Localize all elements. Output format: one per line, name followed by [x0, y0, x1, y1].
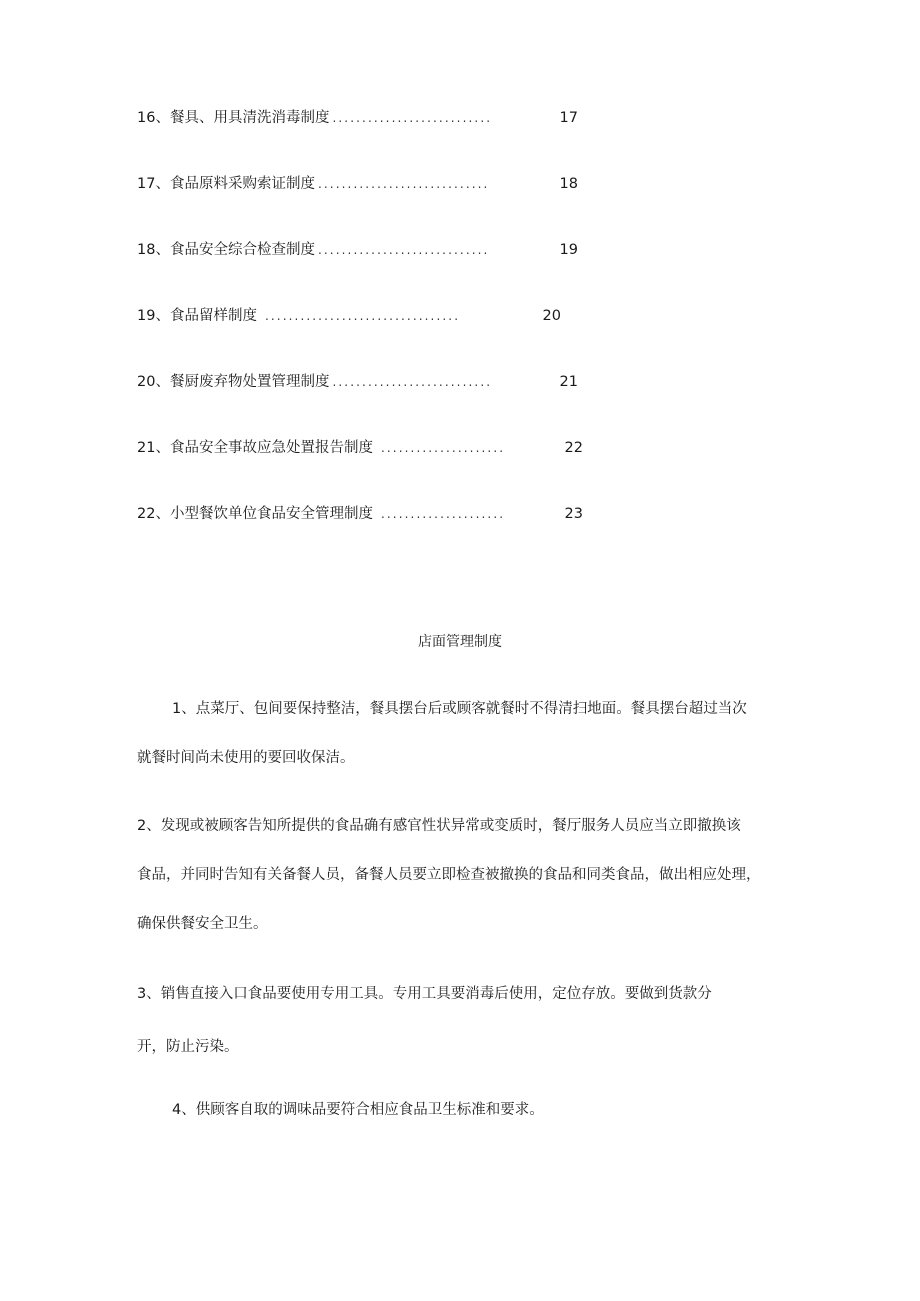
- toc-entry-label: 18、食品安全综合检查制度: [137, 242, 315, 258]
- toc-entry-page: 20: [542, 308, 561, 324]
- toc-entry-label: 19、食品留样制度: [137, 308, 257, 324]
- toc-entry-page: 23: [564, 506, 583, 522]
- paragraph-4-line-1: 4、供顾客自取的调味品要符合相应食品卫生标准和要求。: [172, 1102, 544, 1118]
- paragraph-3-line-2: 开，防止污染。: [137, 1039, 239, 1055]
- toc-entry[interactable]: [137, 436, 583, 460]
- toc-entry[interactable]: [137, 502, 583, 526]
- toc-entry-label: 17、食品原料采购索证制度: [137, 176, 315, 192]
- toc-entry-leader: .................................: [264, 309, 461, 323]
- toc-entry-page: 22: [564, 440, 583, 456]
- section-title: 店面管理制度: [418, 634, 502, 650]
- toc-entry-page: 18: [559, 176, 578, 192]
- toc-entry-page: 21: [559, 374, 578, 390]
- toc-entry-label: 20、餐厨废弃物处置管理制度: [137, 374, 330, 390]
- toc-entry-leader: ...........................: [332, 111, 493, 125]
- paragraph-3-line-1: 3、销售直接入口食品要使用专用工具。专用工具要消毒后使用，定位存放。要做到货款分: [137, 986, 712, 1002]
- toc-entry-leader: .....................: [380, 507, 506, 521]
- paragraph-2-line-2: 食品，并同时告知有关备餐人员，备餐人员要立即检查被撤换的食品和同类食品，做出相应处理，: [137, 867, 761, 883]
- toc-entry[interactable]: [137, 238, 578, 262]
- toc-entry-label: 21、食品安全事故应急处置报告制度: [137, 440, 373, 456]
- toc-entry-leader: .............................: [317, 177, 490, 191]
- toc-entry-leader: ...........................: [332, 375, 493, 389]
- paragraph-2-line-3: 确保供餐安全卫生。: [137, 916, 268, 932]
- paragraph-1-line-2: 就餐时间尚未使用的要回收保洁。: [137, 750, 355, 766]
- toc-entry-label: 22、小型餐饮单位食品安全管理制度: [137, 506, 373, 522]
- toc-entry[interactable]: [137, 370, 578, 394]
- toc-entry[interactable]: [137, 304, 561, 328]
- toc-entry-label: 16、餐具、用具清洗消毒制度: [137, 110, 330, 126]
- paragraph-2-line-1: 2、发现或被顾客告知所提供的食品确有感官性状异常或变质时，餐厅服务人员应当立即撤换该: [137, 818, 741, 834]
- toc-entry-page: 17: [559, 110, 578, 126]
- toc-entry-page: 19: [559, 242, 578, 258]
- toc-entry[interactable]: [137, 106, 578, 130]
- toc-entry-leader: .............................: [317, 243, 490, 257]
- toc-entry[interactable]: [137, 172, 578, 196]
- toc-entry-leader: .....................: [380, 441, 506, 455]
- paragraph-1-line-1: 1、点菜厅、包间要保持整洁，餐具摆台后或顾客就餐时不得清扫地面。餐具摆台超过当次: [172, 701, 747, 717]
